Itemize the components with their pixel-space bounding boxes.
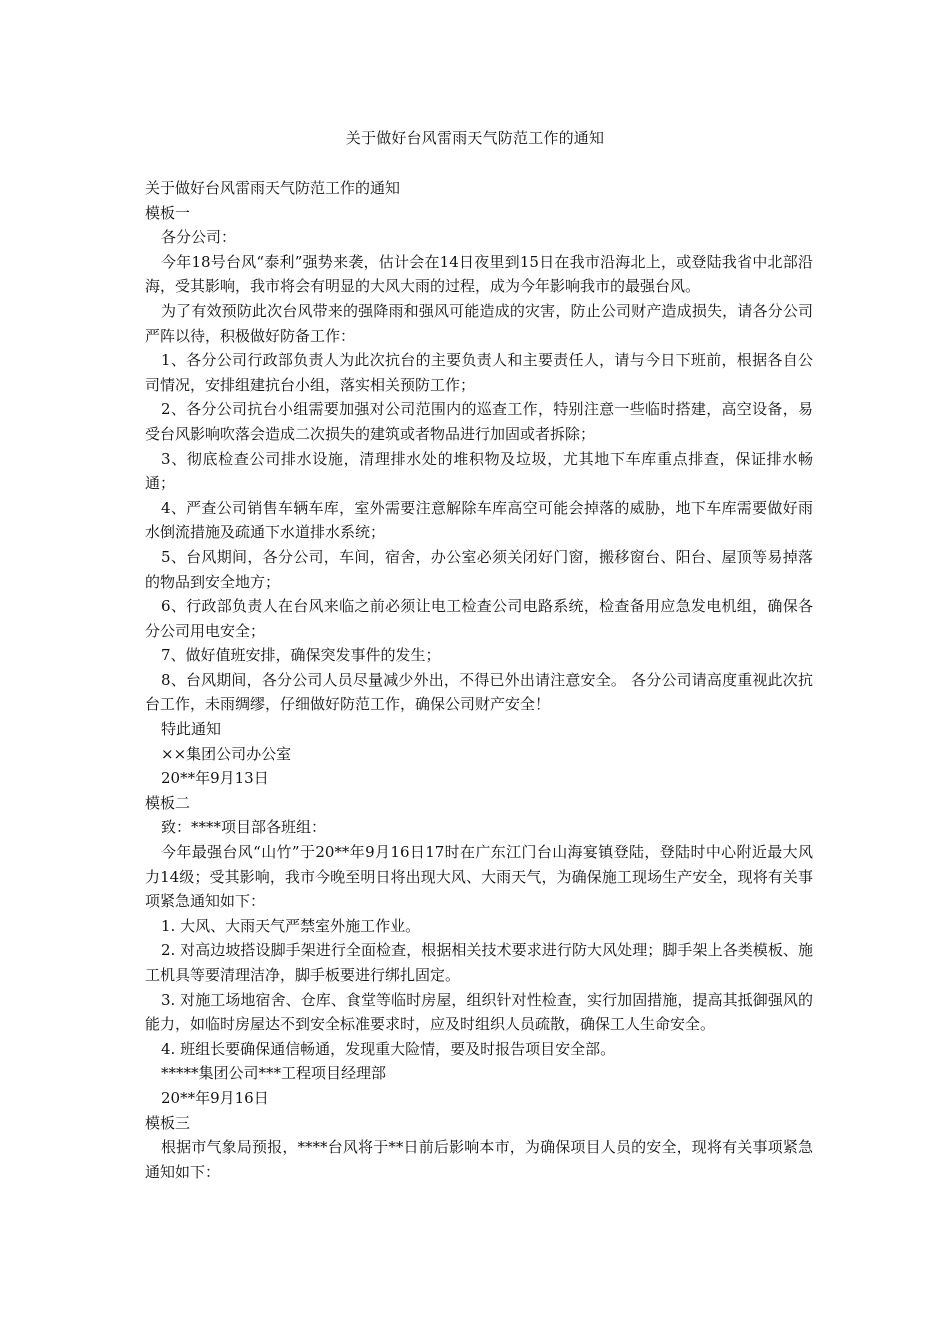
paragraph: 特此通知 [161, 720, 222, 739]
paragraph: 1. 大风、大雨天气严禁室外施工作业。 [161, 916, 421, 935]
paragraph: 4. 班组长要确保通信畅通，发现重大险情，要及时报告项目安全部。 [161, 1039, 616, 1058]
document-title: 关于做好台风雷雨天气防范工作的通知 [345, 129, 605, 147]
paragraph: 8、台风期间，各分公司人员尽量减少外出，不得已外出请注意安全。 各分公司请高度重视此次抗台工作，未雨绸缪，仔细做好防范工作，确保公司财产安全！ [145, 670, 813, 714]
paragraph: 各分公司： [161, 228, 237, 247]
paragraph: 2. 对高边坡搭设脚手架进行全面检查，根据相关技术要求进行防大风处理；脚手架上各类模板、施工机具等要清理洁净，脚手板要进行绑扎固定。 [145, 941, 813, 984]
paragraph: 致：****项目部各班组： [161, 818, 327, 837]
paragraph: 1、各分公司行政部负责人为此次抗台的主要负责人和主要责任人，请与今日下班前，根据各自公司情况，安排组建抗台小组，落实相关预防工作； [145, 351, 813, 394]
paragraph: 为了有效预防此次台风带来的强降雨和强风可能造成的灾害，防止公司财产造成损失，请各分公司严阵以待，积极做好防备工作： [145, 301, 813, 345]
paragraph: 6、行政部负责人在台风来临之前必须让电工检查公司电路系统，检查备用应急发电机组，确保各分公司用电安全； [145, 597, 813, 640]
paragraph: 模板三 [145, 1113, 191, 1132]
paragraph: 3. 对施工场地宿舍、仓库、食堂等临时房屋，组织针对性检查，实行加固措施，提高其抵御强风的能力，如临时房屋达不到安全标准要求时，应及时组织人员疏散，确保工人生命安全。 [145, 990, 813, 1034]
paragraph: 20**年9月13日 [161, 769, 269, 788]
paragraph: 今年18号台风“泰利”强势来袭，估计会在14日夜里到15日在我市沿海北上，或登陆我省中北部沿海，受其影响，我市将会有明显的大风大雨的过程，成为今年影响我市的最强台风。 [145, 252, 813, 296]
paragraph: 5、台风期间，各分公司，车间，宿舍，办公室必须关闭好门窗，搬移窗台、阳台、屋顶等易掉落的物品到安全地方； [145, 547, 813, 591]
paragraph: 20**年9月16日 [161, 1088, 269, 1107]
paragraph: *****集团公司***工程项目经理部 [161, 1064, 387, 1083]
paragraph: 关于做好台风雷雨天气防范工作的通知 [145, 179, 401, 197]
paragraph: 2、各分公司抗台小组需要加强对公司范围内的巡查工作，特别注意一些临时搭建，高空设备，易受台风影响吹落会造成二次损失的建筑或者物品进行加固或者拆除； [145, 400, 813, 443]
paragraph: 今年最强台风“山竹”于20**年9月16日17时在广东江门台山海宴镇登陆，登陆时中心附近最大风力14级；受其影响，我市今晚至明日将出现大风、大雨天气，为确保施工现场生产安全，现将有关事项紧急通知如下： [145, 843, 813, 911]
paragraph: 根据市气象局预报，****台风将于**日前后影响本市，为确保项目人员的安全，现将有关事项紧急通知如下： [145, 1138, 813, 1181]
paragraph: 4、严查公司销售车辆车库，室外需要注意解除车库高空可能会掉落的威胁，地下车库需要做好雨水倒流措施及疏通下水道排水系统； [145, 498, 813, 542]
paragraph: 模板二 [145, 793, 191, 812]
paragraph: 7、做好值班安排，确保突发事件的发生； [161, 646, 441, 665]
paragraph: ××集团公司办公室 [161, 744, 292, 763]
document-body [145, 176, 813, 1184]
paragraph: 模板一 [145, 203, 191, 222]
paragraph: 3、彻底检查公司排水设施，清理排水处的堆积物及垃圾，尤其地下车库重点排查，保证排水畅通； [145, 449, 813, 493]
